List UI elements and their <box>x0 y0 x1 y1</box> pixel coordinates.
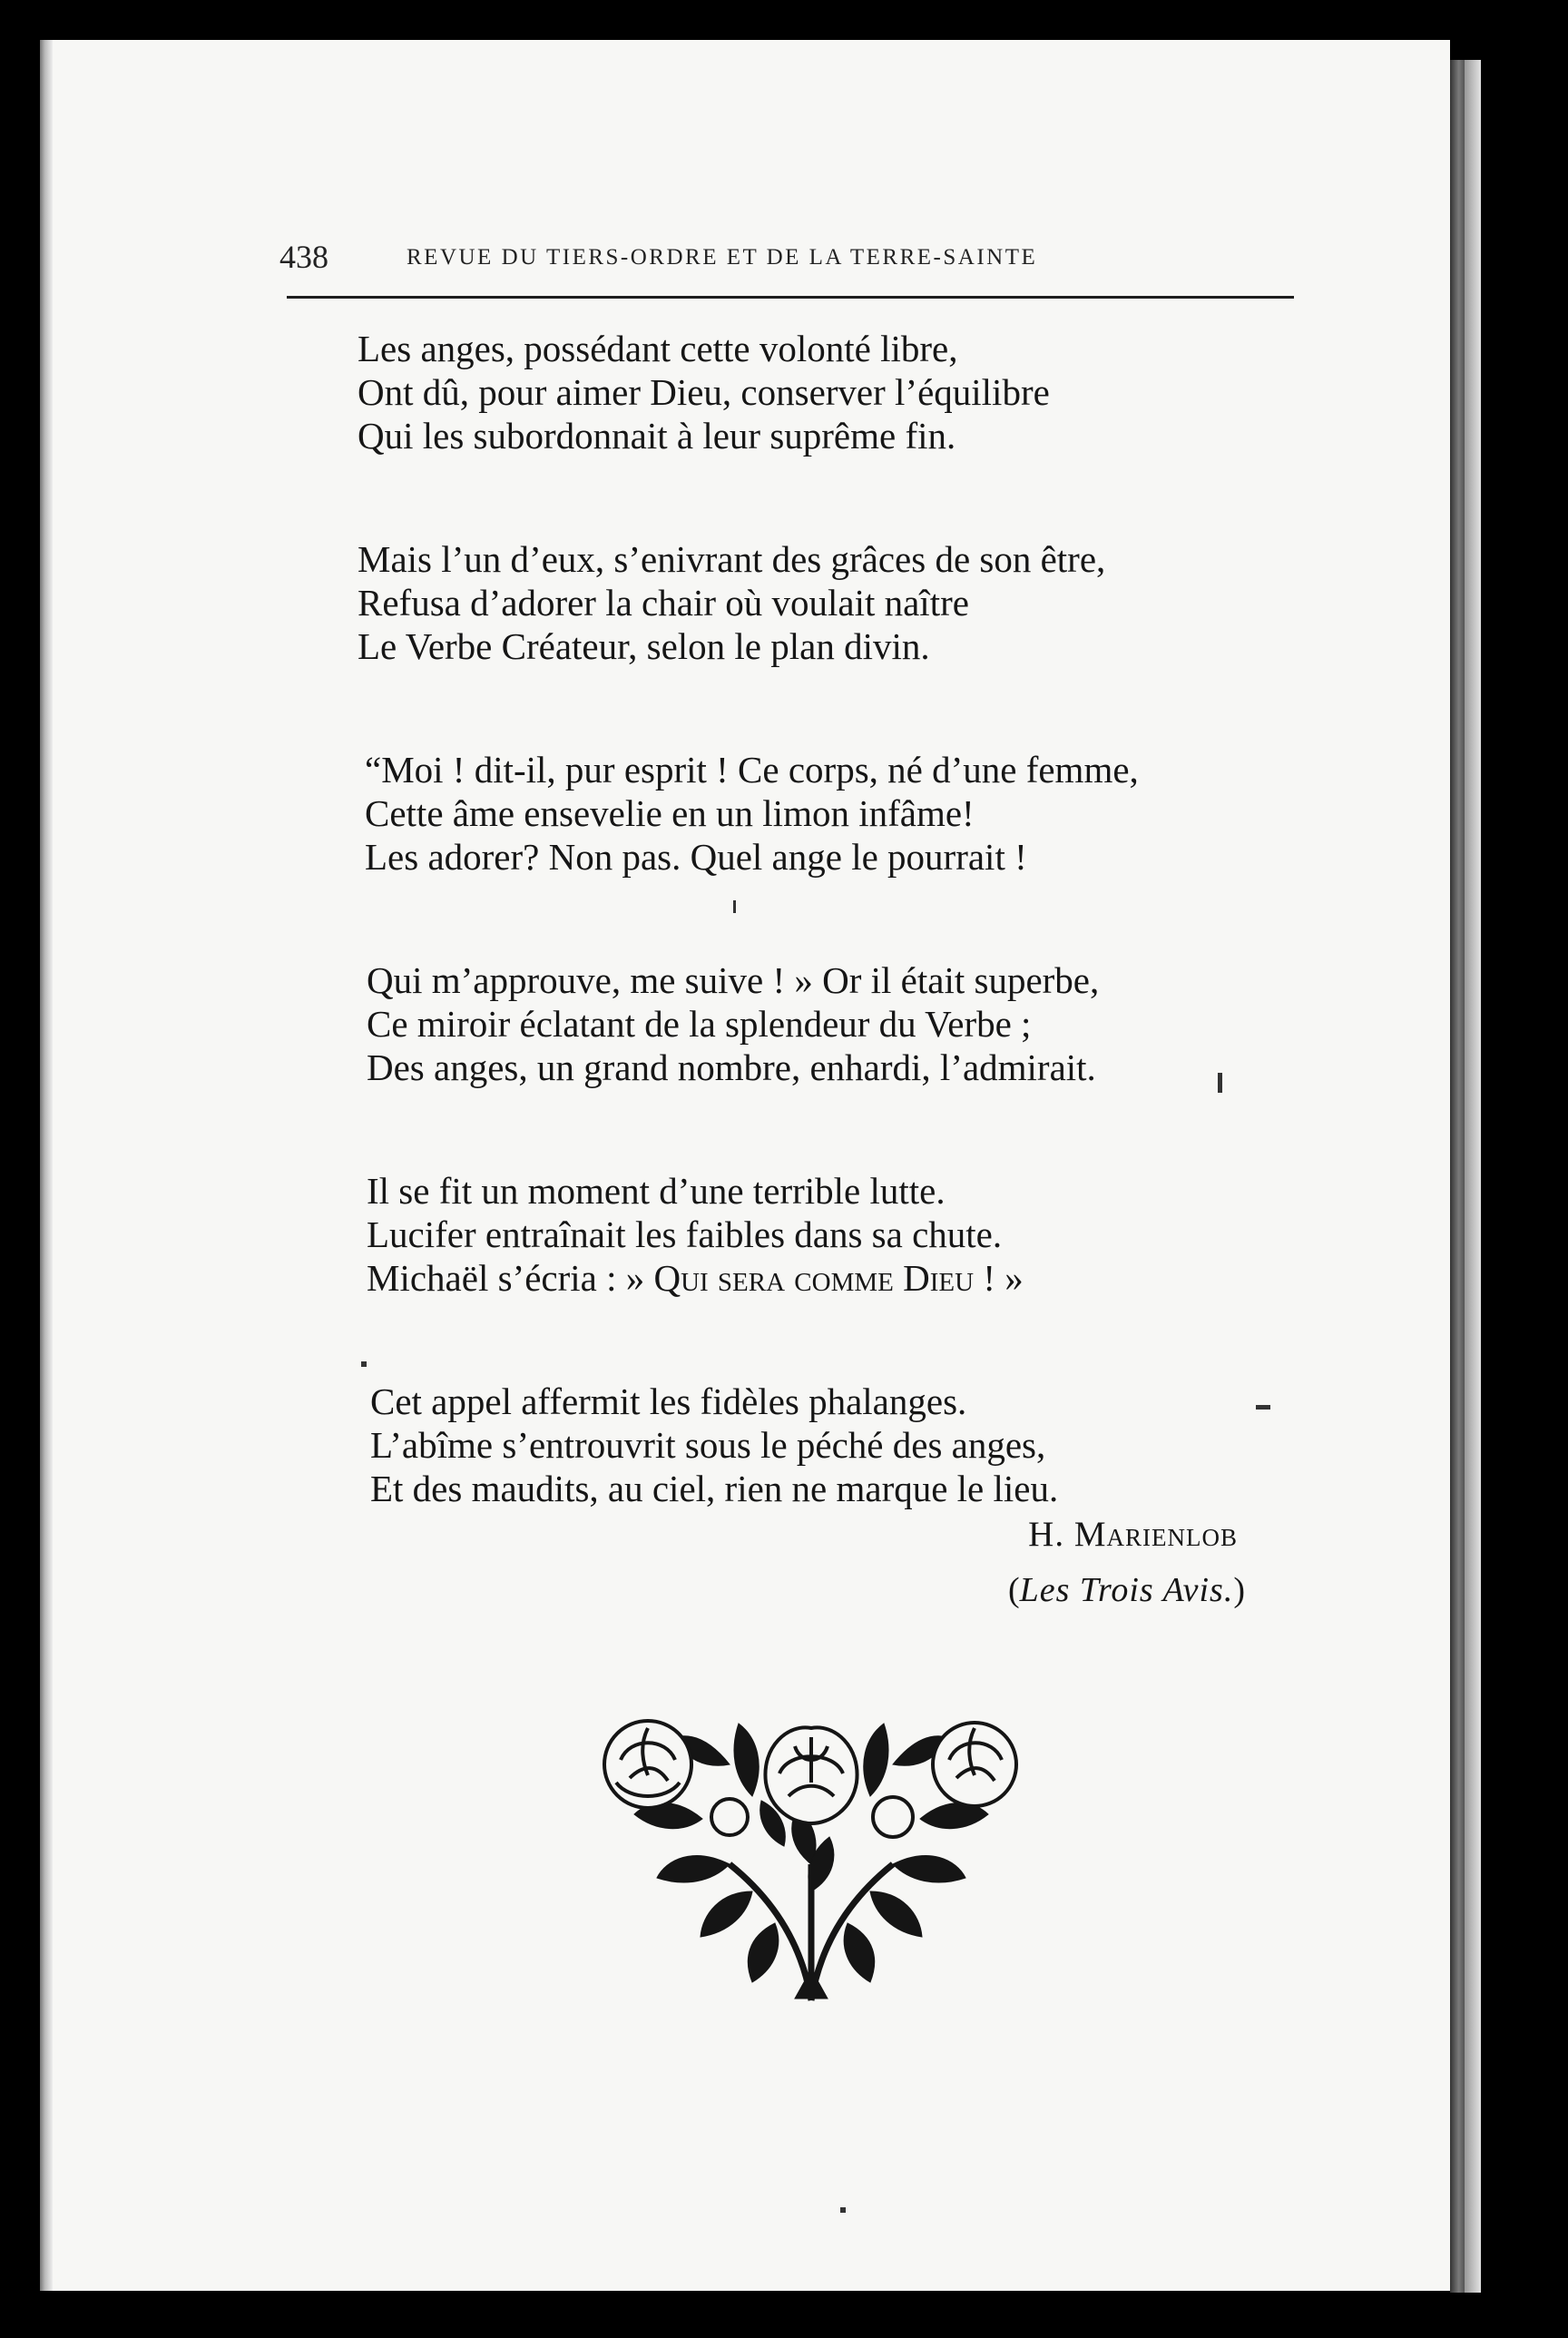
scan-speck <box>361 1361 367 1367</box>
verse-line: Qui les subordonnait à leur suprême fin. <box>358 415 956 457</box>
poem <box>358 327 1283 1510</box>
source-title: Les Trois Avis. <box>1019 1571 1234 1609</box>
verse-line: Mais l’un d’eux, s’enivrant des grâces de son être, <box>358 538 1106 580</box>
verse-fragment: Michaël s’écria : » <box>367 1257 654 1299</box>
verse-line: Cet appel affermit les fidèles phalanges. <box>370 1380 967 1422</box>
adjacent-page-edge <box>1465 60 1481 2293</box>
verse-fragment: ! » <box>974 1257 1024 1299</box>
header-rule <box>287 296 1294 299</box>
verse-line: “Moi ! dit-il, pur esprit ! Ce corps, né d’une femme, <box>365 749 1139 791</box>
verse-line: Les anges, possédant cette volonté libre, <box>358 328 958 369</box>
verse-line: Ce miroir éclatant de la splendeur du Verbe ; <box>367 1003 1032 1045</box>
verse-line: Lucifer entraînait les faibles dans sa chute. <box>367 1213 1003 1255</box>
stanza-4 <box>358 958 1283 1089</box>
scan-speck <box>733 900 736 913</box>
verse-line: Ont dû, pour aimer Dieu, conserver l’équilibre <box>358 371 1050 413</box>
source-paren-close: ) <box>1233 1571 1245 1609</box>
verse-line: Il se fit un moment d’une terrible lutte. <box>367 1170 946 1212</box>
verse-line: Le Verbe Créateur, selon le plan divin. <box>358 625 930 667</box>
verse-smallcaps-fragment: Qui sera comme Dieu <box>653 1257 975 1299</box>
verse-line: L’abîme s’entrouvrit sous le péché des anges, <box>370 1424 1046 1466</box>
source-citation <box>1008 1570 1245 1610</box>
stanza-3 <box>358 748 1283 879</box>
scan-speck <box>840 2207 846 2213</box>
adjacent-page-shadow <box>1450 60 1465 2293</box>
stanza-6 <box>358 1380 1283 1510</box>
verse-line-michael <box>367 1256 1283 1300</box>
stanza-1 <box>358 327 1283 457</box>
verse-line: Les adorer? Non pas. Quel ange le pourrait ! <box>365 836 1027 878</box>
verse-line: Cette âme ensevelie en un limon infâme! <box>365 792 975 834</box>
source-paren-open: ( <box>1007 1571 1020 1609</box>
page-binding-edge <box>40 40 53 2291</box>
author-signature: H. Marienlob <box>1028 1515 1238 1554</box>
verse-line: Refusa d’adorer la chair où voulait naître <box>358 582 969 624</box>
verse-line: Qui m’approuve, me suive ! » Or il était superbe, <box>367 959 1100 1001</box>
rose-bouquet-ornament-icon <box>593 1710 1029 2009</box>
verse-line: Et des maudits, au ciel, rien ne marque le lieu. <box>370 1468 1059 1509</box>
verse-line: Des anges, un grand nombre, enhardi, l’admirait. <box>367 1046 1096 1088</box>
scan-speck <box>1256 1405 1270 1410</box>
scan-speck <box>1218 1073 1222 1093</box>
stanza-5 <box>358 1169 1283 1300</box>
running-title: REVUE DU TIERS-ORDRE ET DE LA TERRE-SAINTE <box>407 245 1038 270</box>
running-head <box>279 238 1296 281</box>
page-number: 438 <box>279 239 328 275</box>
stanza-2 <box>358 537 1283 668</box>
